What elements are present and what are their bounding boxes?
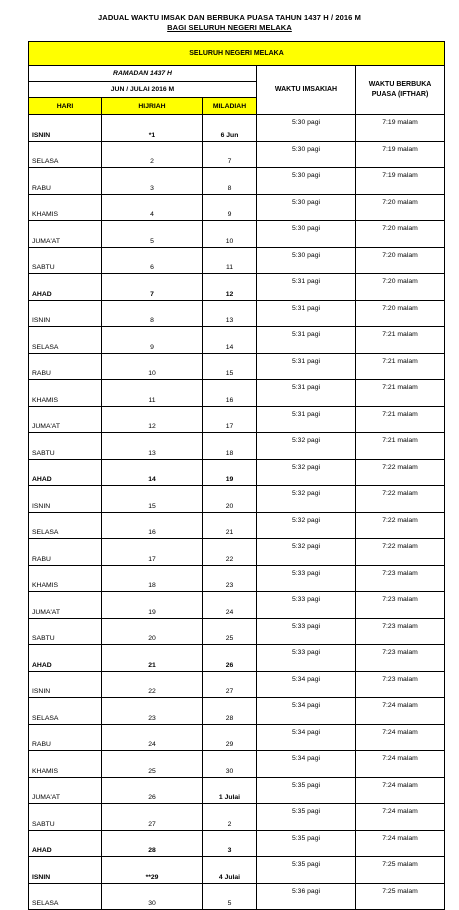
imsak-cell: 5:31 pagi xyxy=(257,274,356,301)
day-cell: JUMA'AT xyxy=(29,777,102,804)
imsak-cell: 5:32 pagi xyxy=(257,512,356,539)
iftar-cell: 7:23 malam xyxy=(356,592,445,619)
hijri-cell: 4 xyxy=(102,194,203,221)
miladi-cell: 21 xyxy=(203,512,257,539)
day-cell: SELASA xyxy=(29,327,102,354)
iftar-cell: 7:23 malam xyxy=(356,565,445,592)
imsak-cell: 5:35 pagi xyxy=(257,777,356,804)
day-cell: JUMA'AT xyxy=(29,221,102,248)
day-cell: SABTU xyxy=(29,433,102,460)
iftar-cell: 7:24 malam xyxy=(356,724,445,751)
hijri-cell: **29 xyxy=(102,857,203,884)
table-row xyxy=(29,406,445,433)
imsak-cell: 5:30 pagi xyxy=(257,221,356,248)
hijri-cell: 27 xyxy=(102,804,203,831)
hijri-cell: 22 xyxy=(102,671,203,698)
table-row xyxy=(29,751,445,778)
miladi-cell: 10 xyxy=(203,221,257,248)
day-cell: SELASA xyxy=(29,512,102,539)
hijri-cell: 8 xyxy=(102,300,203,327)
iftar-cell: 7:25 malam xyxy=(356,883,445,910)
iftar-cell: 7:23 malam xyxy=(356,645,445,672)
day-cell: JUMA'AT xyxy=(29,592,102,619)
table-row xyxy=(29,433,445,460)
day-cell: ISNIN xyxy=(29,486,102,513)
day-cell: RABU xyxy=(29,539,102,566)
miladi-cell: 20 xyxy=(203,486,257,513)
hijri-cell: 28 xyxy=(102,830,203,857)
hijri-cell: 19 xyxy=(102,592,203,619)
day-cell: KHAMIS xyxy=(29,194,102,221)
imsak-cell: 5:33 pagi xyxy=(257,592,356,619)
region-banner: SELURUH NEGERI MELAKA xyxy=(29,42,445,66)
day-cell: ISNIN xyxy=(29,115,102,142)
hijri-cell: 26 xyxy=(102,777,203,804)
hijri-cell: *1 xyxy=(102,115,203,142)
hijri-cell: 3 xyxy=(102,168,203,195)
day-cell: SELASA xyxy=(29,698,102,725)
iftar-cell: 7:24 malam xyxy=(356,751,445,778)
imsak-cell: 5:35 pagi xyxy=(257,804,356,831)
iftar-cell: 7:22 malam xyxy=(356,539,445,566)
miladi-cell: 2 xyxy=(203,804,257,831)
table-row xyxy=(29,565,445,592)
imsak-cell: 5:31 pagi xyxy=(257,327,356,354)
table-row xyxy=(29,300,445,327)
day-cell: KHAMIS xyxy=(29,565,102,592)
hijri-cell: 13 xyxy=(102,433,203,460)
iftar-cell: 7:22 malam xyxy=(356,486,445,513)
miladi-cell: 18 xyxy=(203,433,257,460)
imsak-cell: 5:34 pagi xyxy=(257,698,356,725)
day-cell: SABTU xyxy=(29,804,102,831)
imsak-cell: 5:31 pagi xyxy=(257,380,356,407)
hijri-cell: 5 xyxy=(102,221,203,248)
miladi-cell: 24 xyxy=(203,592,257,619)
day-cell: SABTU xyxy=(29,618,102,645)
table-row xyxy=(29,698,445,725)
imsak-cell: 5:32 pagi xyxy=(257,459,356,486)
imsak-cell: 5:32 pagi xyxy=(257,433,356,460)
hijri-cell: 10 xyxy=(102,353,203,380)
hijri-cell: 6 xyxy=(102,247,203,274)
imsak-cell: 5:30 pagi xyxy=(257,115,356,142)
iftar-cell: 7:19 malam xyxy=(356,168,445,195)
hijri-cell: 18 xyxy=(102,565,203,592)
miladi-cell: 3 xyxy=(203,830,257,857)
iftar-header: WAKTU BERBUKA PUASA (IFTHAR) xyxy=(356,66,445,115)
miladi-cell: 16 xyxy=(203,380,257,407)
miladi-cell: 9 xyxy=(203,194,257,221)
iftar-cell: 7:20 malam xyxy=(356,300,445,327)
imsak-header: WAKTU IMSAKIAH xyxy=(257,66,356,115)
table-row xyxy=(29,645,445,672)
hijriah-header: HIJRIAH xyxy=(102,98,203,115)
imsak-cell: 5:33 pagi xyxy=(257,618,356,645)
miladi-cell: 4 Julai xyxy=(203,857,257,884)
hijri-cell: 23 xyxy=(102,698,203,725)
imsak-cell: 5:32 pagi xyxy=(257,539,356,566)
miladi-cell: 5 xyxy=(203,883,257,910)
imsak-cell: 5:34 pagi xyxy=(257,671,356,698)
miladi-cell: 19 xyxy=(203,459,257,486)
iftar-cell: 7:24 malam xyxy=(356,830,445,857)
table-row xyxy=(29,221,445,248)
hijri-cell: 25 xyxy=(102,751,203,778)
miladi-cell: 28 xyxy=(203,698,257,725)
month-label: JUN / JULAI 2016 M xyxy=(29,82,257,98)
day-cell: RABU xyxy=(29,353,102,380)
imsak-cell: 5:33 pagi xyxy=(257,565,356,592)
iftar-cell: 7:24 malam xyxy=(356,698,445,725)
imsak-cell: 5:36 pagi xyxy=(257,883,356,910)
day-cell: AHAD xyxy=(29,459,102,486)
day-cell: JUMA'AT xyxy=(29,406,102,433)
miladi-cell: 29 xyxy=(203,724,257,751)
hijri-cell: 20 xyxy=(102,618,203,645)
table-row xyxy=(29,724,445,751)
iftar-cell: 7:23 malam xyxy=(356,671,445,698)
iftar-cell: 7:21 malam xyxy=(356,380,445,407)
day-cell: ISNIN xyxy=(29,857,102,884)
imsak-cell: 5:31 pagi xyxy=(257,300,356,327)
miladi-cell: 6 Jun xyxy=(203,115,257,142)
hijri-cell: 15 xyxy=(102,486,203,513)
iftar-cell: 7:24 malam xyxy=(356,777,445,804)
imsak-cell: 5:30 pagi xyxy=(257,194,356,221)
day-cell: RABU xyxy=(29,168,102,195)
iftar-cell: 7:21 malam xyxy=(356,406,445,433)
miladi-cell: 23 xyxy=(203,565,257,592)
miladi-cell: 12 xyxy=(203,274,257,301)
iftar-cell: 7:21 malam xyxy=(356,433,445,460)
hari-header: HARI xyxy=(29,98,102,115)
iftar-cell: 7:24 malam xyxy=(356,804,445,831)
table-row xyxy=(29,459,445,486)
hijri-cell: 2 xyxy=(102,141,203,168)
table-row xyxy=(29,168,445,195)
miladi-cell: 8 xyxy=(203,168,257,195)
table-row xyxy=(29,671,445,698)
hijri-cell: 17 xyxy=(102,539,203,566)
table-row xyxy=(29,274,445,301)
miladi-cell: 1 Julai xyxy=(203,777,257,804)
iftar-cell: 7:23 malam xyxy=(356,618,445,645)
hijri-cell: 11 xyxy=(102,380,203,407)
iftar-cell: 7:22 malam xyxy=(356,459,445,486)
miladi-cell: 7 xyxy=(203,141,257,168)
iftar-cell: 7:21 malam xyxy=(356,327,445,354)
day-cell: AHAD xyxy=(29,830,102,857)
hijri-cell: 16 xyxy=(102,512,203,539)
hijri-cell: 12 xyxy=(102,406,203,433)
timetable xyxy=(28,41,445,910)
iftar-cell: 7:20 malam xyxy=(356,247,445,274)
imsak-cell: 5:35 pagi xyxy=(257,830,356,857)
table-row xyxy=(29,857,445,884)
table-row xyxy=(29,618,445,645)
table-row xyxy=(29,247,445,274)
document-title: JADUAL WAKTU IMSAK DAN BERBUKA PUASA TAHUN 1437 H / 2016 M xyxy=(98,13,361,22)
miladi-cell: 15 xyxy=(203,353,257,380)
hijri-cell: 14 xyxy=(102,459,203,486)
miladi-cell: 30 xyxy=(203,751,257,778)
miladi-cell: 14 xyxy=(203,327,257,354)
iftar-cell: 7:20 malam xyxy=(356,221,445,248)
table-row xyxy=(29,194,445,221)
table-row xyxy=(29,804,445,831)
miladiah-header: MILADIAH xyxy=(203,98,257,115)
imsak-cell: 5:31 pagi xyxy=(257,406,356,433)
imsak-cell: 5:31 pagi xyxy=(257,353,356,380)
table-row xyxy=(29,883,445,910)
table-row xyxy=(29,327,445,354)
day-cell: ISNIN xyxy=(29,300,102,327)
day-cell: SELASA xyxy=(29,141,102,168)
miladi-cell: 27 xyxy=(203,671,257,698)
miladi-cell: 13 xyxy=(203,300,257,327)
table-row xyxy=(29,141,445,168)
imsak-cell: 5:32 pagi xyxy=(257,486,356,513)
day-cell: ISNIN xyxy=(29,671,102,698)
hijri-cell: 9 xyxy=(102,327,203,354)
miladi-cell: 22 xyxy=(203,539,257,566)
iftar-cell: 7:25 malam xyxy=(356,857,445,884)
imsak-cell: 5:30 pagi xyxy=(257,141,356,168)
iftar-cell: 7:22 malam xyxy=(356,512,445,539)
table-row xyxy=(29,592,445,619)
table-row xyxy=(29,353,445,380)
day-cell: KHAMIS xyxy=(29,751,102,778)
hijri-cell: 24 xyxy=(102,724,203,751)
table-row xyxy=(29,486,445,513)
miladi-cell: 17 xyxy=(203,406,257,433)
table-row xyxy=(29,539,445,566)
ramadan-label: RAMADAN 1437 H xyxy=(29,66,257,82)
day-cell: KHAMIS xyxy=(29,380,102,407)
day-cell: SABTU xyxy=(29,247,102,274)
day-cell: AHAD xyxy=(29,645,102,672)
hijri-cell: 7 xyxy=(102,274,203,301)
table-row xyxy=(29,777,445,804)
table-row xyxy=(29,115,445,142)
miladi-cell: 26 xyxy=(203,645,257,672)
imsak-cell: 5:35 pagi xyxy=(257,857,356,884)
imsak-cell: 5:30 pagi xyxy=(257,168,356,195)
day-cell: SELASA xyxy=(29,883,102,910)
table-row xyxy=(29,380,445,407)
imsak-cell: 5:34 pagi xyxy=(257,724,356,751)
document-subtitle: BAGI SELURUH NEGERI MELAKA xyxy=(167,23,292,32)
iftar-cell: 7:19 malam xyxy=(356,115,445,142)
iftar-cell: 7:19 malam xyxy=(356,141,445,168)
hijri-cell: 30 xyxy=(102,883,203,910)
iftar-cell: 7:20 malam xyxy=(356,274,445,301)
iftar-cell: 7:21 malam xyxy=(356,353,445,380)
table-row xyxy=(29,830,445,857)
table-row xyxy=(29,512,445,539)
day-cell: RABU xyxy=(29,724,102,751)
imsak-cell: 5:33 pagi xyxy=(257,645,356,672)
day-cell: AHAD xyxy=(29,274,102,301)
hijri-cell: 21 xyxy=(102,645,203,672)
miladi-cell: 11 xyxy=(203,247,257,274)
imsak-cell: 5:30 pagi xyxy=(257,247,356,274)
imsak-cell: 5:34 pagi xyxy=(257,751,356,778)
iftar-cell: 7:20 malam xyxy=(356,194,445,221)
miladi-cell: 25 xyxy=(203,618,257,645)
